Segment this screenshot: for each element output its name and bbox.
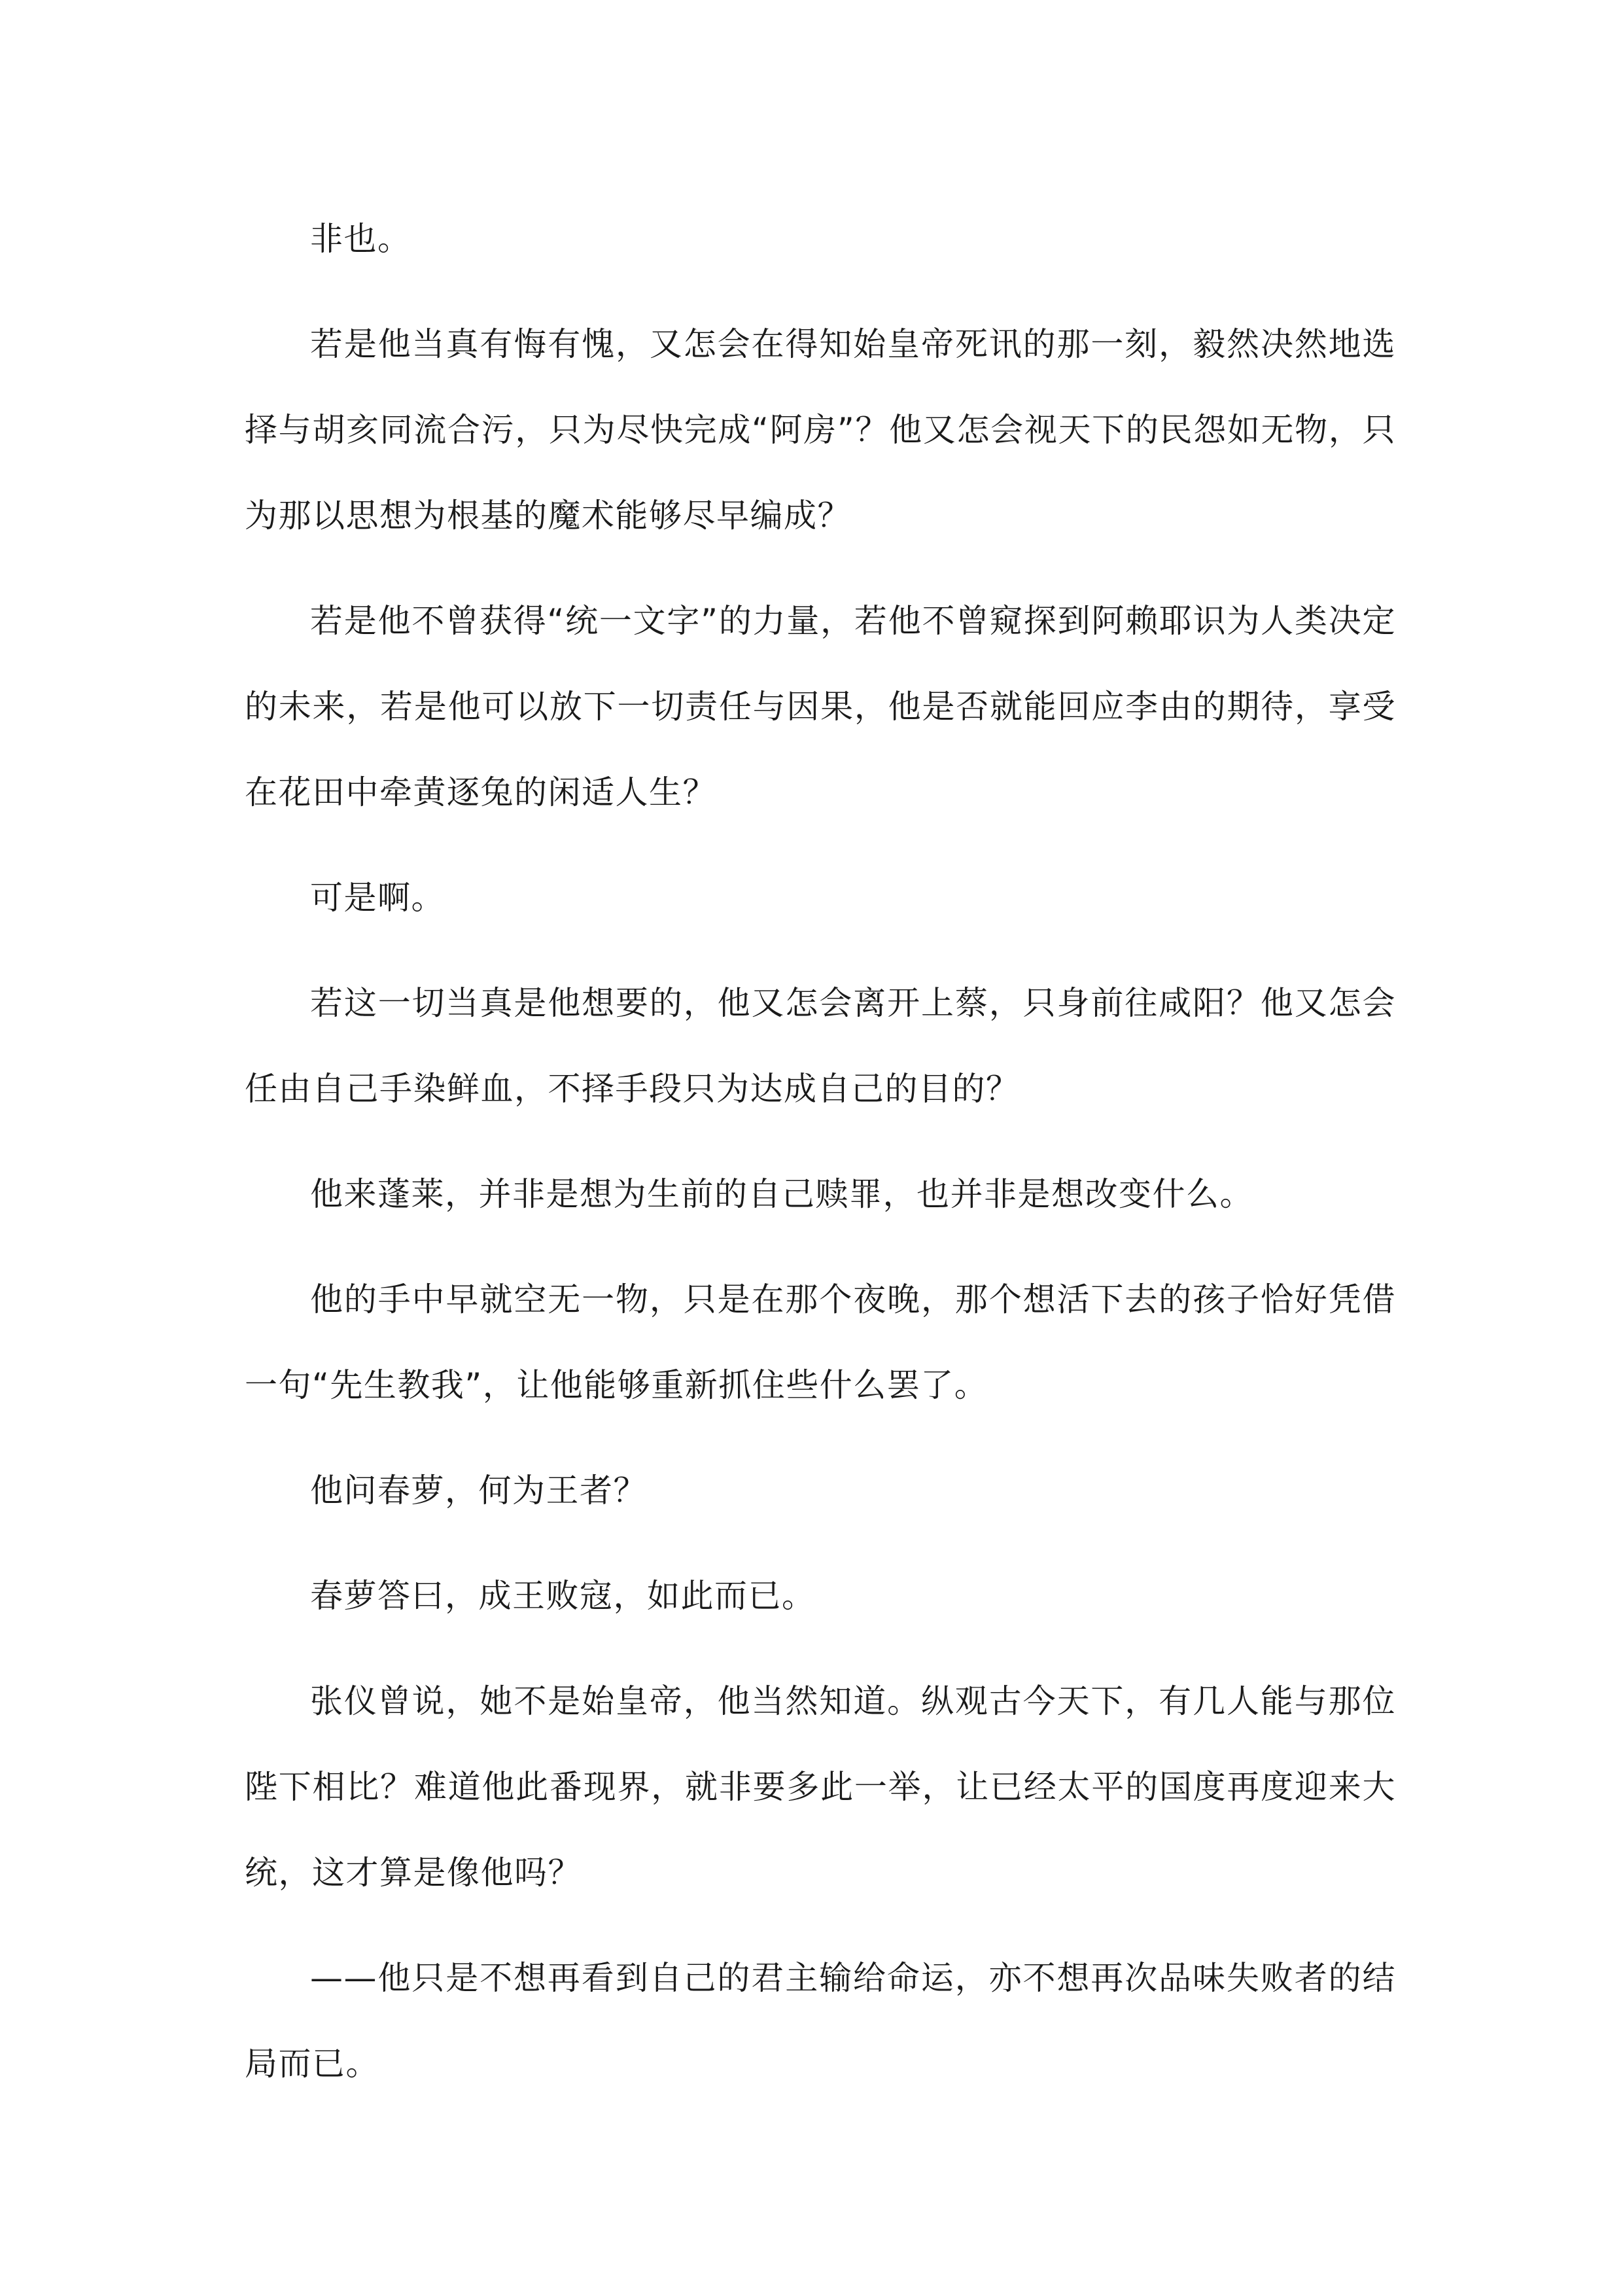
paragraph: 张仪曾说，她不是始皇帝，他当然知道。纵观古今天下，有几人能与那位陛下相比？难道他此番现界，就非要多此一举，让已经太平的国度再度迎来大统，这才算是像他吗？ (245, 1682, 1396, 1892)
paragraph: 若是他不曾获得“统一文字”的力量，若他不曾窥探到阿赖耶识为人类决定的未来，若是他可以放下一切责任与因果，他是否就能回应李由的期待，享受在花田中牵黄逐兔的闲适人生？ (245, 602, 1396, 811)
paragraph: 他问春萝，何为王者？ (310, 1472, 647, 1510)
paragraph: 若这一切当真是他想要的，他又怎会离开上蔡，只身前往咸阳？他又怎会任由自己手染鲜血，不择手段只为达成自己的目的？ (245, 984, 1396, 1108)
paragraph: 可是啊。 (310, 879, 445, 917)
paragraph: 他的手中早就空无一物，只是在那个夜晚，那个想活下去的孩子恰好凭借一句“先生教我”，让他能够重新抓住些什么罢了。 (245, 1280, 1396, 1404)
paragraph: 非也。 (310, 220, 411, 258)
body-text (245, 196, 1396, 2127)
paragraph: 若是他当真有悔有愧，又怎会在得知始皇帝死讯的那一刻，毅然决然地选择与胡亥同流合污，只为尽快完成“阿房”？他又怎会视天下的民怨如无物，只为那以思想为根基的魔术能够尽早编成？ (245, 325, 1396, 535)
paragraph: ——他只是不想再看到自己的君主输给命运，亦不想再次品味失败者的结局而已。 (245, 1959, 1396, 2083)
paragraph: 他来蓬莱，并非是想为生前的自己赎罪，也并非是想改变什么。 (310, 1175, 1253, 1213)
paragraph: 春萝答曰，成王败寇，如此而已。 (310, 1577, 816, 1615)
